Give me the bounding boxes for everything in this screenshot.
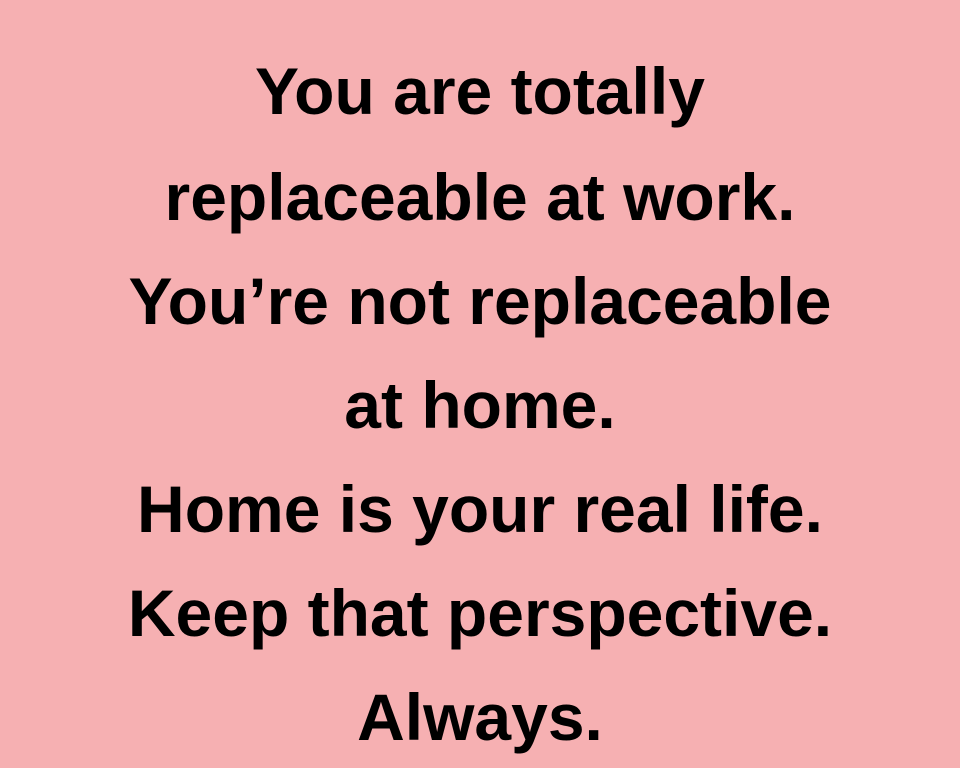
quote-line-5: Home is your real life. — [137, 472, 823, 546]
quote-line-1: You are totally — [255, 54, 705, 128]
quote-line-6: Keep that perspective. — [127, 576, 833, 650]
quote-line-4: at home. — [344, 368, 616, 442]
quote-line-3: You’re not replaceable — [128, 264, 832, 338]
quote-line-2: replaceable at work. — [164, 160, 796, 234]
quote-line-7: Always. — [357, 680, 603, 754]
